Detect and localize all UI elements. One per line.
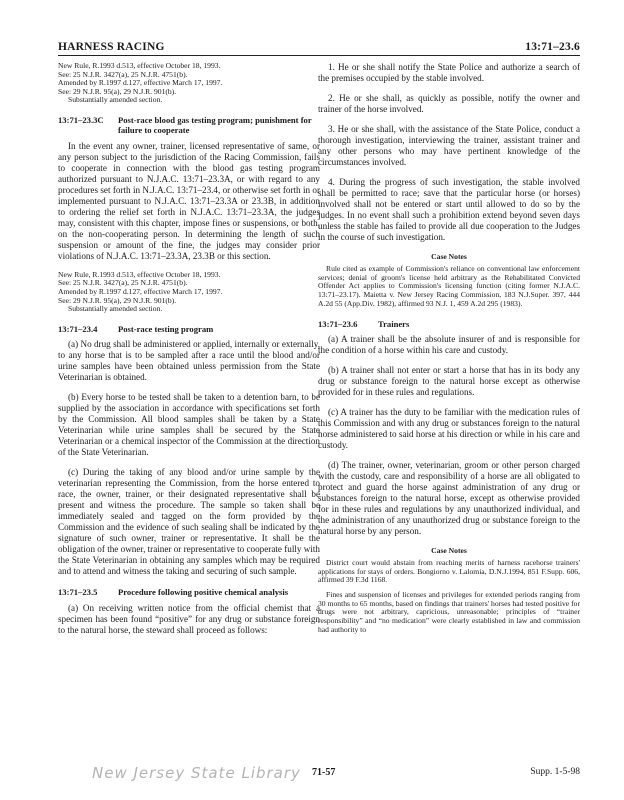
- section-title: Procedure following positive chemical analysis: [118, 587, 289, 598]
- section-heading-3c: [58, 115, 320, 136]
- section-number: 13:71–23.4: [58, 323, 98, 334]
- paragraph: (b) A trainer shall not enter or start a horse that has in its body any drug or substance foreign to the natural horse except as otherwise provided for in these rules and regulations.: [318, 364, 580, 397]
- supplement-date: Supp. 1-5-98: [530, 767, 580, 777]
- case-note: District court would abstain from reaching merits of harness racehorse trainers' applications for stays of orders. Bongiorno v. Lalomia, D.N.J.1994, 851 F.Supp. 606, affirmed 39 F.3d 1168.: [318, 557, 580, 585]
- paragraph: (c) A trainer has the duty to be familiar with the medication rules of this Commission and with any drug or substances foreign to the natural horse administered to said horse at his direction or while in his care and custody.: [318, 406, 580, 450]
- source-note: See: 29 N.J.R. 95(a), 29 N.J.R. 901(b).: [58, 295, 177, 305]
- case-notes-title: Case Notes: [431, 545, 467, 555]
- source-note: Amended by R.1997 d.127, effective March 17, 1997.: [58, 78, 223, 88]
- section-title: Post-race blood gas testing program; punishment for failure to cooperate: [118, 114, 312, 136]
- section-title: Trainers: [378, 318, 410, 329]
- source-note: See: 29 N.J.R. 95(a), 29 N.J.R. 901(b).: [58, 86, 177, 96]
- section-heading-6: [318, 319, 580, 329]
- section-title: Post-race testing program: [118, 323, 214, 334]
- source-note: Substantially amended section.: [68, 304, 163, 314]
- paragraph: (b) Every horse to be tested shall be taken to a detention barn, to be supplied by the association in accordance with specifications set forth by the Commission. All blood samples shall be taken by a State Veterinarian while urine samples shall be secured by the State Veterinarian or a chemical inspector of the Commission at the direction of the State Veterinarian.: [58, 392, 320, 458]
- source-note: See: 25 N.J.R. 3427(a), 25 N.J.R. 4751(b).: [58, 278, 188, 288]
- case-note: Fines and suspension of licenses and privileges for extended periods ranging from 30 months to 65 months, based on findings that trainers' horses had tested positive for drugs were not arbitrary, capricious, unreasonable; principles of “trainer responsibility” and “no medication” were clearly established in law and commission had authority to: [318, 590, 580, 634]
- numbered-item: 2. He or she shall, as quickly as possible, notify the owner and trainer of the horse involved.: [318, 93, 580, 114]
- paragraph: (d) The trainer, owner, veterinarian, groom or other person charged with the custody, care and responsibility of a horse are all obligated to protect and guard the horse against administration of any drug or substances foreign to the natural horse, except as otherwise provided for in these rules and regulations by any unauthorized individual, and the administration of any unauthorized drug or substance foreign to the natural horse by any person.: [318, 459, 580, 536]
- source-notes-2: [58, 271, 320, 314]
- source-notes-1: [58, 62, 320, 105]
- left-column: [58, 62, 320, 645]
- source-note: New Rule, R.1993 d.513, effective October 18, 1993.: [58, 61, 221, 70]
- header-title: HARNESS RACING: [58, 41, 165, 53]
- paragraph: (a) A trainer shall be the absolute insurer of and is responsible for the condition of a horse within his care and custody.: [318, 333, 580, 355]
- paragraph: (c) During the taking of any blood and/or urine sample by the veterinarian representing the Commission, from the horse entered to race, the owner, trainer, or their designated representative shall be present and witness the procedure. The sample so taken shall be immediately sealed and tagged on the form provided by the Commission and the evidence of such sealing shall be indicated by the signature of such owner, trainer or representative. It shall be the obligation of the owner, trainer or representative to cooperate fully with the State Veterinarian in obtaining any samples which may be required and to attend and witness the taking and securing of such sample.: [58, 467, 320, 577]
- case-note: Rule cited as example of Commission's reliance on conventional law enforcement services; denial of groom's license held arbitrary as the Rehabilitated Convicted Offender Act applies to Commission's licensing function (citing former N.J.A.C. 13:71–23.17). Maietta v. New Jersey Racing Commission, 183 N.J.Super. 397, 444 A.2d 55 (App.Div. 1982), affirmed 93 N.J. 1, 459 A.2d 295 (1983).: [318, 264, 580, 308]
- page-number: 71-57: [312, 767, 336, 778]
- running-header: [58, 31, 580, 56]
- numbered-item: 1. He or she shall notify the State Police and authorize a search of the premises occupied by the stable involved.: [318, 62, 580, 83]
- section-number: 13:71–23.3C: [58, 114, 104, 125]
- right-column: [318, 62, 580, 641]
- section-3c-text: In the event any owner, trainer, licensed representative of same, or any person subject to the jurisdiction of the Racing Commission, fails to cooperate in connection with the blood gas testing program authorized pursuant to N.J.A.C. 13:71–23.3A, or with regard to any procedures set forth in N.J.A.C. 13:71–23.4, or otherwise set forth in or implemented pursuant to N.J.A.C. 13:71–23.3A or 23.3B, in addition to ordering the relief set forth in N.J.A.C. 13:71–23.3A, the judges may, consistent with this chapter, impose fines or suspensions, or both, on the non-cooperating person. In determining the length of such suspension or amount of the fine, the judges may consider prior violations of N.J.A.C. 13:71–23.3A, 23.3B or this section.: [58, 140, 320, 261]
- section-heading-5: [58, 587, 320, 597]
- header-section-range: 13:71–23.6: [525, 41, 580, 53]
- source-note: New Rule, R.1993 d.513, effective October 18, 1993.: [58, 269, 221, 279]
- section-number: 13:71–23.6: [318, 318, 358, 329]
- library-stamp: New Jersey State Library: [92, 764, 301, 782]
- numbered-item: 4. During the progress of such investigation, the stable involved shall be permitted to race; save that the particular horse (or horses) involved shall not be entered or start until allowed to do so by the judges. In no event shall such a prohibition extend beyond seven days unless the stable has failed to provide all due cooperation to the Judges in the course of such investigation.: [318, 177, 580, 242]
- paragraph: (a) On receiving written notice from the official chemist that a specimen has been found “positive” for any drug or substance foreign to the natural horse, the steward shall proceed as follows:: [58, 602, 320, 635]
- case-notes-title: Case Notes: [431, 252, 467, 261]
- source-note: See: 25 N.J.R. 3427(a), 25 N.J.R. 4751(b).: [58, 69, 188, 79]
- numbered-item: 3. He or she shall, with the assistance of the State Police, conduct a thorough investigation, interviewing the trainer, assistant trainer and any other persons who may have pertinent knowledge of the circumstances involved.: [318, 124, 580, 167]
- section-number: 13:71–23.5: [58, 587, 98, 598]
- source-note: Amended by R.1997 d.127, effective March 17, 1997.: [58, 286, 223, 296]
- source-note: Substantially amended section.: [68, 95, 163, 105]
- page-footer: [58, 761, 580, 785]
- paragraph: (a) No drug shall be administered or applied, internally or externally, to any horse that is to be sampled after a race until the blood and/or urine samples have been obtained unless permission from the State Veterinarian is obtained.: [58, 339, 320, 383]
- section-heading-4: [58, 324, 320, 334]
